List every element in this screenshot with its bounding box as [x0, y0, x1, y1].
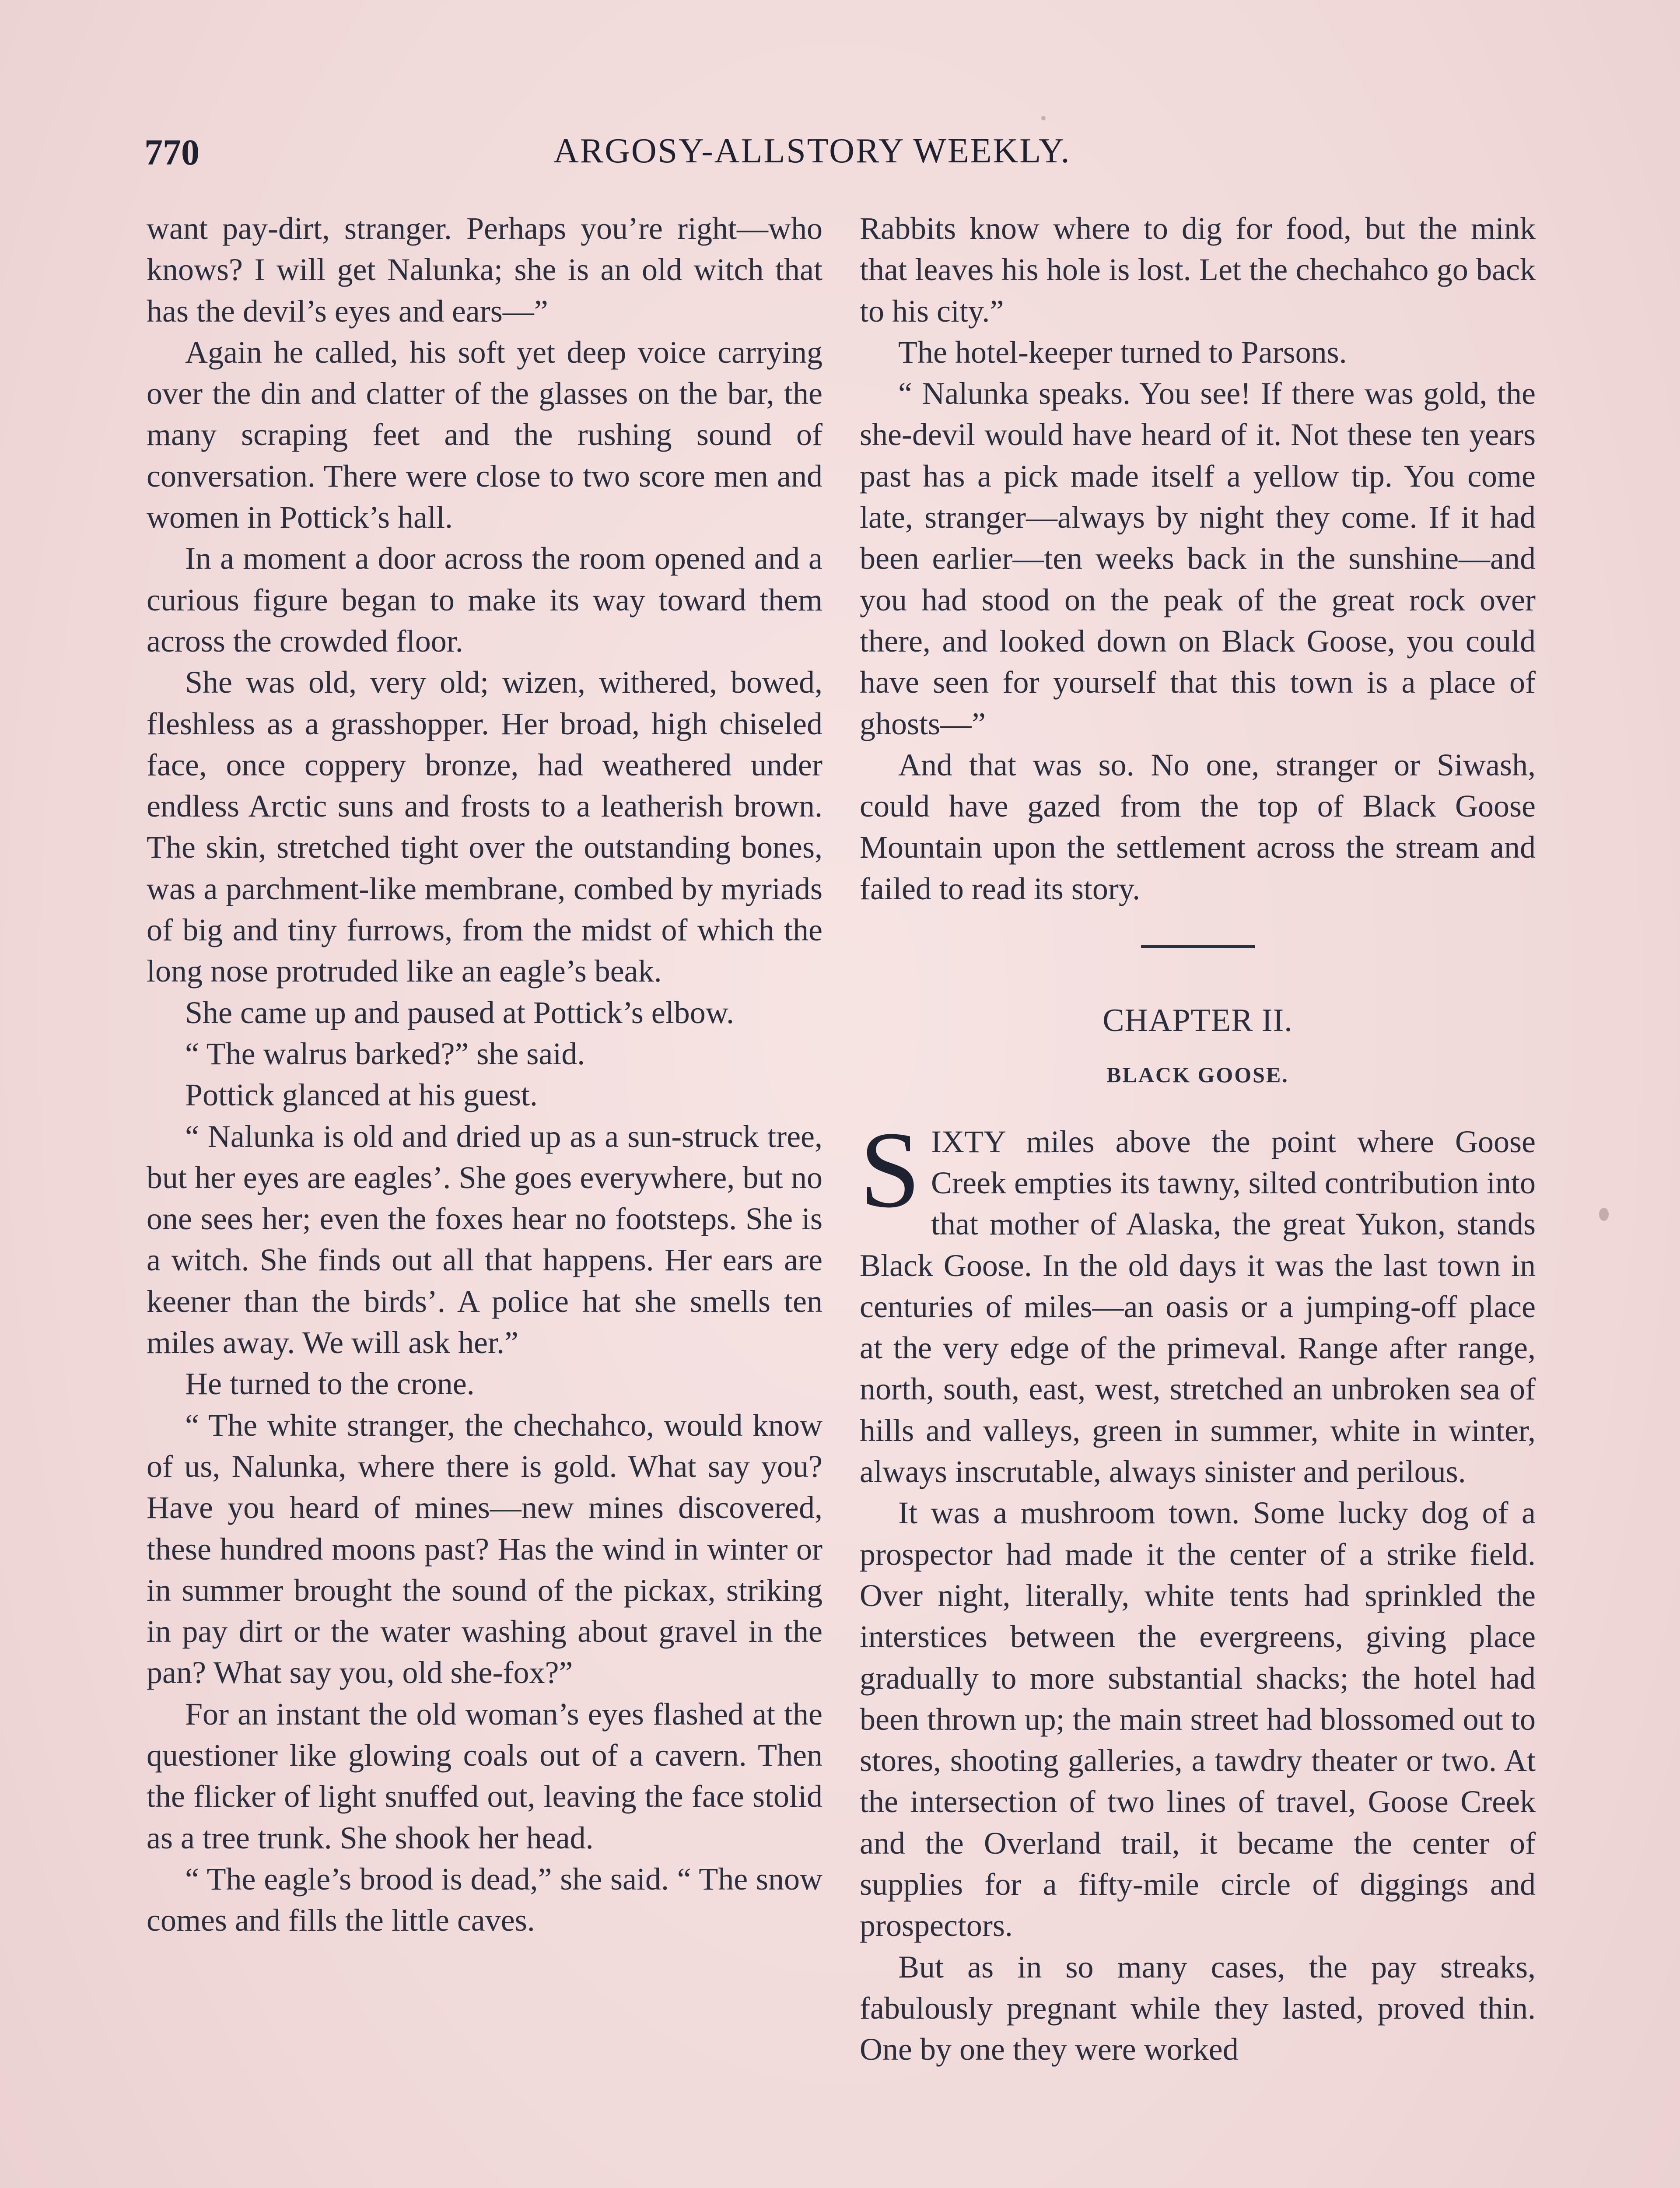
chapter-subtitle: BLACK GOOSE.: [1106, 1062, 1289, 1087]
paragraph: “ Nalunka speaks. You see! If there was gold, the she-devil would have heard of it. Not these ten years past has a pick made itself a yellow tip. You come late, stranger—always by night they come. If it had been earlier—ten weeks back in the sunshine—and you had stood on the peak of the great rock over there, and looked down on Black Goose, you could have seen for yourself that this town is a place of ghosts—”: [860, 376, 1536, 741]
paper-spot: [1041, 116, 1046, 120]
paper-spot: [1599, 1208, 1609, 1221]
paragraph: He turned to the crone.: [185, 1366, 475, 1402]
page-header: [144, 131, 1120, 179]
paragraph: “ Nalunka is old and dried up as a sun-struck tree, but her eyes are eagles’. She goes everywhere, but no one sees her; even the foxes hear no footsteps. She is a witch. She finds out all that happens. Her ears are keener than the birds’. A police hat she smells ten miles away. We will ask her.”: [147, 1119, 822, 1360]
drop-cap: S: [860, 1109, 921, 1231]
paragraph: “ The white stranger, the chechahco, would know of us, Nalunka, where there is gold. What say you? Have you heard of mines—new mines discovered, these hundred moons past? Has the wind in winter or in summer brought the sound of the pickax, striking in pay dirt or the water washing about gravel in the pan? What say you, old she-fox?”: [147, 1407, 822, 1690]
paragraph: Again he called, his soft yet deep voice carrying over the din and clatter of the glasses on the bar, the many scraping feet and the rushing sound of conversation. There were close to two score men and women in Pottick’s hall.: [147, 334, 822, 535]
opening-text: IXTY miles above the point where Goose Creek empties its tawny, silted contribution into that mother of Alaska, the great Yukon, stands Black Goose. In the old days it was the last town in centuries of miles—an oasis or a jumping-off place at the very edge of the primeval. Range after range, north, south, east, west, stretched an unbroken sea of hills and valleys, green in summer, white in winter, always inscrutable, always sinister and perilous.: [860, 1124, 1536, 1490]
paragraph: It was a mushroom town. Some lucky dog of a prospector had made it the center of a strike field. Over night, literally, white tents had sprinkled the interstices between the evergreens, giving place gradually to more substantial shacks; the hotel had been thrown up; the main street had blossomed out to stores, shooting galleries, a tawdry theater or two. At the intersection of two lines of travel, Goose Creek and the Overland trail, it became the center of supplies for a fifty-mile circle of diggings and prospectors.: [860, 1495, 1536, 1943]
paragraph: In a moment a door across the room opened and a curious figure began to make its way toward them across the crowded floor.: [147, 541, 822, 659]
section-divider: [1141, 945, 1255, 948]
left-column: [147, 208, 822, 1941]
paragraph: She came up and paused at Pottick’s elbow.: [185, 995, 735, 1030]
running-title: ARGOSY-ALLSTORY WEEKLY.: [553, 132, 1071, 170]
paragraph: want pay-dirt, stranger. Perhaps you’re right—who knows? I will get Nalunka; she is an old witch that has the devil’s eyes and ears—”: [147, 211, 822, 329]
paragraph: She was old, very old; wizen, withered, bowed, fleshless as a grasshopper. Her broad, high chiseled face, once coppery bronze, had weathered under endless Arctic suns and frosts to a leatherish brown. The skin, stretched tight over the outstanding bones, was a parchment-like membrane, combed by myriads of big and tiny furrows, from the midst of which the long nose protruded like an eagle’s beak.: [147, 665, 822, 989]
chapter-title: CHAPTER II.: [1102, 1003, 1293, 1039]
paragraph: Rabbits know where to dig for food, but the mink that leaves his hole is lost. Let the chechahco go back to his city.”: [860, 211, 1536, 329]
right-column: [860, 208, 1536, 2070]
paragraph: And that was so. No one, stranger or Siwash, could have gazed from the top of Black Goose Mountain upon the settlement across the stream and failed to read its story.: [860, 747, 1536, 906]
paragraph: The hotel-keeper turned to Parsons.: [898, 334, 1347, 370]
chapter-opening-paragraph: [860, 1109, 1536, 1493]
paragraph: “ The eagle’s brood is dead,” she said. “ The snow comes and fills the little caves.: [147, 1861, 822, 1938]
paragraph: Pottick glanced at his guest.: [185, 1077, 538, 1113]
paragraph: For an instant the old woman’s eyes flashed at the questioner like glowing coals out of a cavern. Then the flicker of light snuffed out, leaving the face stolid as a tree trunk. She shook her head.: [147, 1696, 822, 1855]
paragraph: But as in so many cases, the pay streaks, fabulously pregnant while they lasted, proved thin. One by one they were worked: [860, 1949, 1536, 2067]
page-number: 770: [144, 132, 200, 173]
paragraph: “ The walrus barked?” she said.: [185, 1036, 585, 1071]
